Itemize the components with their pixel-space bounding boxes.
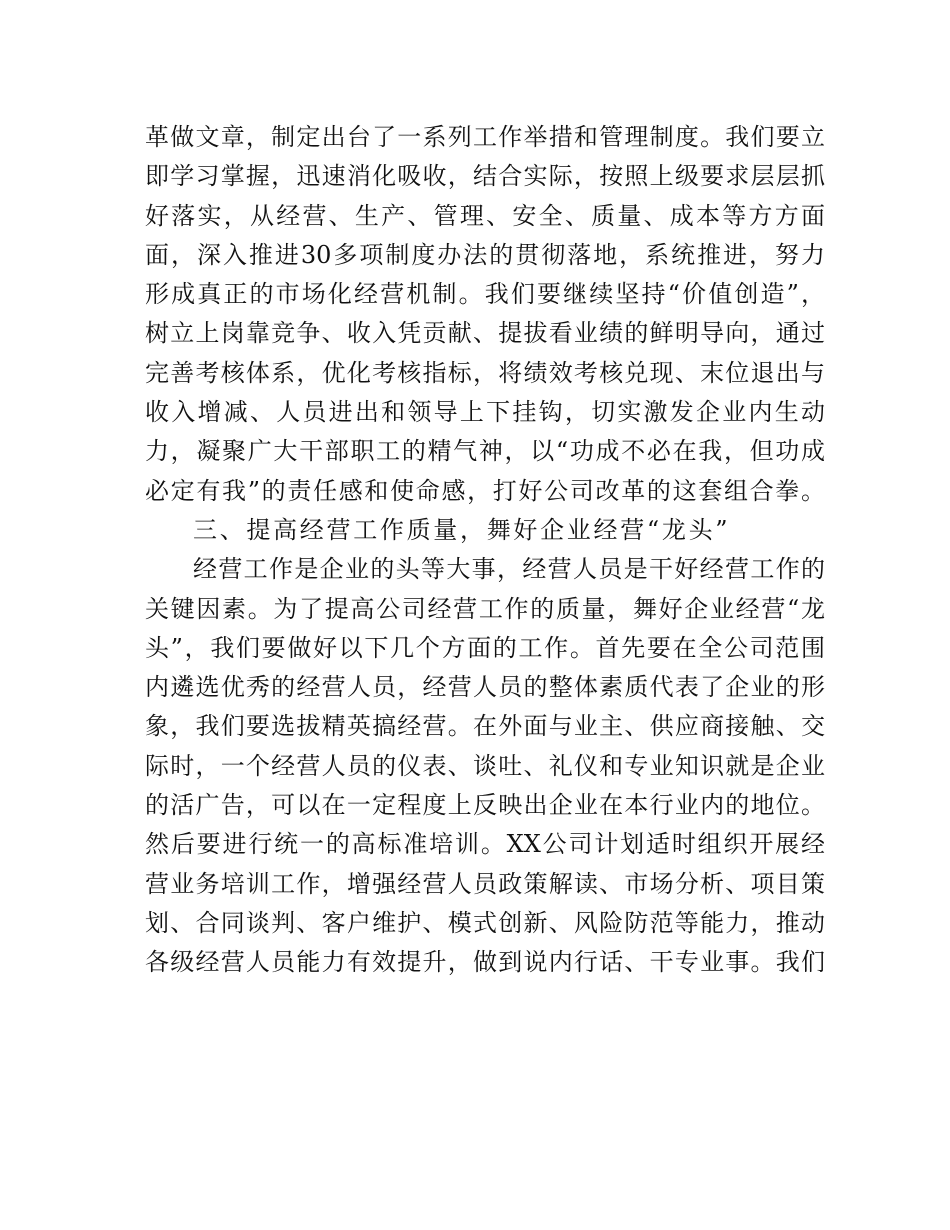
text-line: 完善考核体系，优化考核指标，将绩效考核兑现、末位退出与 bbox=[145, 358, 825, 387]
text-line: 形成真正的市场化经营机制。我们要继续坚持“价值创造”， bbox=[145, 280, 825, 309]
text-line: 划、合同谈判、客户维护、模式创新、风险防范等能力，推动 bbox=[145, 908, 825, 937]
text-line: 关键因素。为了提高公司经营工作的质量，舞好企业经营“龙 bbox=[145, 594, 825, 623]
text-line: 各级经营人员能力有效提升，做到说内行话、干专业事。我们 bbox=[145, 948, 825, 977]
text-line: 象，我们要选拔精英搞经营。在外面与业主、供应商接触、交 bbox=[145, 712, 825, 741]
text-line: 即学习掌握，迅速消化吸收，结合实际，按照上级要求层层抓 bbox=[145, 162, 825, 191]
text-line: 革做文章，制定出台了一系列工作举措和管理制度。我们要立 bbox=[145, 123, 825, 151]
text-line: 好落实，从经营、生产、管理、安全、质量、成本等方方面 bbox=[145, 201, 825, 230]
text-line: 头”，我们要做好以下几个方面的工作。首先要在全公司范围 bbox=[145, 633, 825, 662]
text-line: 经营工作是企业的头等大事，经营人员是干好经营工作的 bbox=[193, 555, 825, 584]
text-line: 面，深入推进30多项制度办法的贯彻落地，系统推进，努力 bbox=[145, 240, 825, 269]
text-line: 营业务培训工作，增强经营人员政策解读、市场分析、项目策 bbox=[145, 869, 825, 898]
text-line: 际时，一个经营人员的仪表、谈吐、礼仪和专业知识就是企业 bbox=[145, 751, 825, 780]
text-line: 的活广告，可以在一定程度上反映出企业在本行业内的地位。 bbox=[145, 791, 825, 820]
text-line: 收入增减、人员进出和领导上下挂钩，切实激发企业内生动 bbox=[145, 398, 825, 427]
text-line: 然后要进行统一的高标准培训。XX公司计划适时组织开展经 bbox=[145, 830, 825, 859]
section-heading: 三、提高经营工作质量，舞好企业经营“龙头” bbox=[193, 515, 731, 544]
text-line: 树立上岗靠竞争、收入凭贡献、提拔看业绩的鲜明导向，通过 bbox=[145, 319, 825, 348]
text-line: 内遴选优秀的经营人员，经营人员的整体素质代表了企业的形 bbox=[145, 673, 825, 702]
text-line: 力，凝聚广大干部职工的精气神，以“功成不必在我，但功成 bbox=[145, 437, 825, 466]
text-line: 必定有我”的责任感和使命感，打好公司改革的这套组合拳。 bbox=[145, 476, 825, 505]
body-text bbox=[145, 118, 825, 983]
